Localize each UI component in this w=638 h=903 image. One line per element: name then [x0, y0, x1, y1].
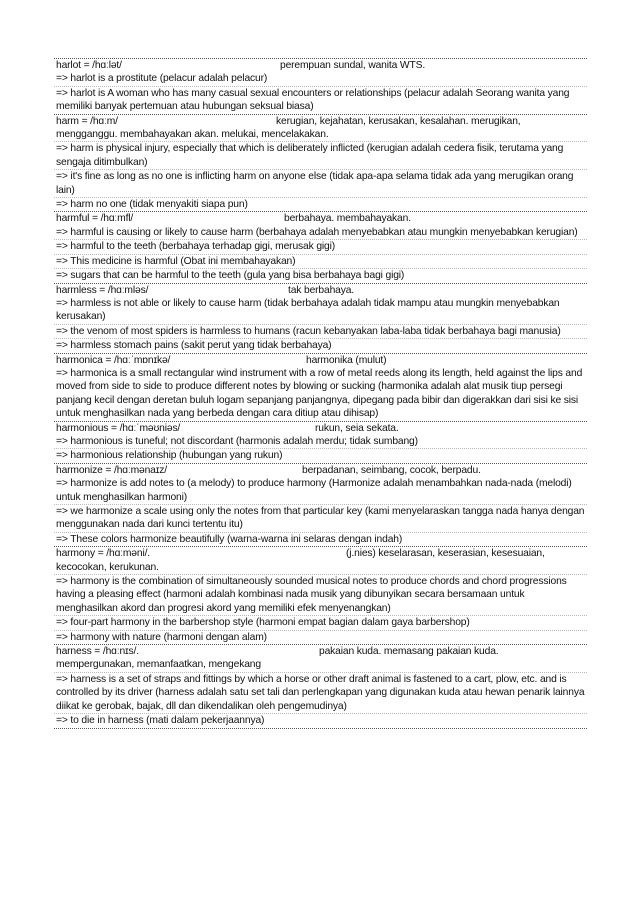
- entry-line: => harmonize is add notes to (a melody) to produce harmony (Harmonize adalah menambahkan nada-nada (melodi) untuk menghasilkan harmoni): [54, 477, 587, 505]
- entry-headline: [54, 354, 587, 367]
- entry-line: => These colors harmonize beautifully (warna-warna ini selaras dengan indah): [56, 533, 403, 545]
- entry-line: => the venom of most spiders is harmless to humans (racun kebanyakan laba-laba tidak berbahaya bagi manusia): [54, 325, 587, 339]
- entry-line: => harmless stomach pains (sakit perut yang tidak berbahaya): [56, 340, 332, 352]
- entry-headword: harmonica = /hɑːˈmɒnɪkə/: [56, 354, 171, 366]
- entry-line: => sugars that can be harmful to the teeth (gula yang bisa berbahaya bagi gigi): [56, 270, 405, 282]
- entry-line: => to die in harness (mati dalam pekerjaannya): [56, 715, 265, 727]
- entry-harmonious: [54, 421, 587, 463]
- entry-line: => harmful to the teeth (berbahaya terhadap gigi, merusak gigi): [54, 240, 587, 254]
- entry-translation: perempuan sundal, wanita WTS.: [280, 60, 426, 71]
- entry-headword: harmonize = /hɑːmənaɪz/: [56, 464, 167, 476]
- entry-line: => it's fine as long as no one is inflicting harm on anyone else (tidak apa-apa selama tidak ada yang merugikan orang lain): [54, 170, 587, 198]
- entry-headword: harmful = /hɑːmfl/: [56, 213, 134, 225]
- entry-line: => harlot is A woman who has many casual sexual encounters or relationships (pelacur adalah Seorang wanita yang memiliki banyak pertemuan atau hubungan seksual biasa): [56, 87, 570, 113]
- entry-headline: [54, 59, 587, 72]
- entry-headline: [54, 284, 587, 297]
- entry-line: => we harmonize a scale using only the notes from that particular key (kami menyelaraskan tangga nada hanya dengan menggunakan nada dari kunci tertentu itu): [54, 505, 587, 533]
- entry-translation: berbahaya. membahayakan.: [284, 213, 411, 225]
- entry-translation: rukun, seia sekata.: [315, 422, 399, 434]
- entry-line: kecocokan, kerukunan.: [54, 561, 587, 575]
- entry-translation: tak berbahaya.: [288, 284, 355, 296]
- entry-headword: harmonious = /hɑːˈməʊniəs/: [56, 422, 181, 434]
- entry-translation: (j.nies) keselarasan, keserasian, kesesuaian,: [346, 548, 545, 560]
- entry-headline: [54, 115, 587, 128]
- entry-line: mengganggu. membahayakan akan. melukai, mencelakakan.: [54, 128, 587, 142]
- entry-headword: harlot = /hɑːlət/: [56, 60, 122, 71]
- entry-headword: harmless = /hɑːmləs/: [56, 284, 149, 296]
- entry-headline: [54, 422, 587, 435]
- entry-headline: [54, 464, 587, 477]
- dictionary-page: [54, 58, 587, 729]
- entry-translation: berpadanan, seimbang, cocok, berpadu.: [302, 464, 481, 476]
- entry-headline: [54, 547, 587, 560]
- entry-line: => harlot is a prostitute (pelacur adalah pelacur): [54, 72, 587, 86]
- entry-line: => harness is a set of straps and fittings by which a horse or other draft animal is fastened to a cart, plow, etc. and is controlled by its driver (harness adalah satu set tali dan perlengkapan yang digunakan kuda atau hewan penarik lainnya diikat ke gerobak, bajak, dll dan dikendalikan oleh pengemudinya): [54, 673, 587, 714]
- entry-headword: harmony = /hɑːməni/.: [56, 548, 151, 560]
- entry-translation: pakaian kuda. memasang pakaian kuda.: [319, 646, 499, 658]
- entry-line: => harmful is causing or likely to cause harm (berbahaya adalah menyebabkan atau mungkin menyebabkan kerugian): [54, 226, 587, 240]
- entry-harm: [54, 114, 587, 212]
- entry-translation: harmonika (mulut): [306, 354, 387, 366]
- entry-line: => This medicine is harmful (Obat ini membahayakan): [54, 255, 587, 269]
- entry-line: => harmonious relationship (hubungan yang rukun): [56, 450, 283, 462]
- entry-harness: [54, 644, 587, 728]
- entry-translation: kerugian, kejahatan, kerusakan, kesalahan. merugikan,: [276, 115, 521, 127]
- entry-line: => harmonica is a small rectangular wind instrument with a row of metal reeds along its length, held against the lips and moved from side to side to produce different notes by blowing or sucking (harmonika adalah alat musik tiup persegi panjang kecil dengan deretan buluh logam sepanjang panjangnya, dipegang pada bibir dan digerakkan dari sisi ke sisi untuk menghasilkan nada yang berbeda dengan cara ditiup atau dihisap): [56, 367, 583, 420]
- entry-harmony: [54, 546, 587, 644]
- entry-line: => harm no one (tidak menyakiti siapa pun): [56, 199, 248, 211]
- entry-harmonica: [54, 353, 587, 421]
- entry-line: => harmony is the combination of simultaneously sounded musical notes to produce chords and chord progressions having a pleasing effect (harmoni adalah kombinasi nada musik yang dibunyikan secara bersamaan untuk menghasilkan akord dan progresi akord yang memiliki efek menyenangkan): [54, 575, 587, 616]
- entry-line: => harmless is not able or likely to cause harm (tidak berbahaya adalah tidak mampu atau mungkin menyebabkan kerusakan): [54, 297, 587, 325]
- entry-line: => harmonious is tuneful; not discordant (harmonis adalah merdu; tidak sumbang): [54, 435, 587, 449]
- entry-harmful: [54, 211, 587, 282]
- entry-line: => harmony with nature (harmoni dengan alam): [56, 631, 267, 643]
- entry-headword: harness = /hɑːnɪs/.: [56, 646, 139, 658]
- entry-headline: [54, 212, 587, 225]
- entry-headline: [54, 645, 587, 658]
- entry-line: => harm is physical injury, especially that which is deliberately inflicted (kerugian adalah cedera fisik, terutama yang sengaja ditimbulkan): [54, 142, 587, 170]
- entry-line: => four-part harmony in the barbershop style (harmoni empat bagian dalam gaya barbershop): [54, 616, 587, 630]
- entry-line: mempergunakan, memanfaatkan, mengekang: [54, 658, 587, 672]
- entry-harlot: [54, 58, 587, 114]
- entry-harmless: [54, 283, 587, 353]
- entry-harmonize: [54, 463, 587, 546]
- entry-headword: harm = /hɑːm/: [56, 115, 118, 127]
